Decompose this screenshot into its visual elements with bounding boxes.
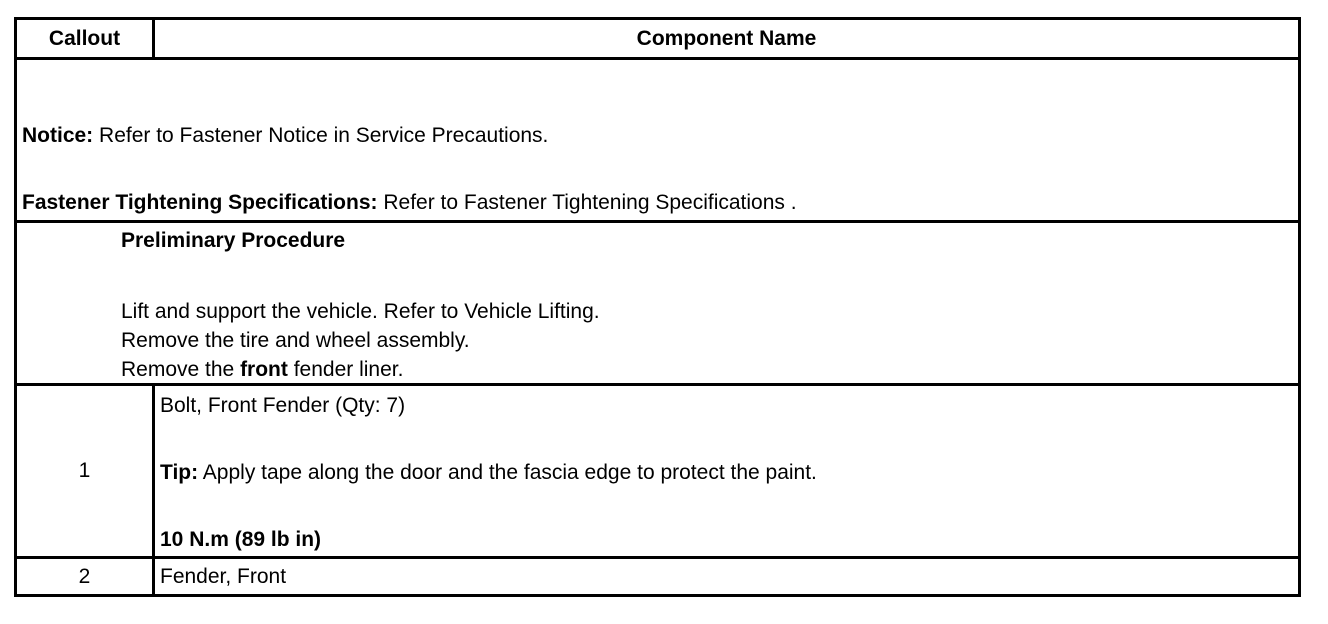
preliminary-title: Preliminary Procedure [121,229,346,252]
component-table [14,17,1301,597]
preliminary-step: Lift and support the vehicle. Refer to Vehicle Lifting. [121,300,600,323]
table-header-row [16,19,1300,59]
notice-text: Refer to Fastener Notice in Service Precautions. [93,124,549,147]
tip-line [160,461,817,485]
callout-number: 2 [16,558,154,596]
component-name: Fender, Front [160,564,287,588]
notice-row [16,59,1300,222]
spec-text: Refer to Fastener Tightening Specifications . [377,191,797,214]
preliminary-steps [121,297,600,384]
tip-label: Tip: [160,461,199,484]
preliminary-cell [16,222,1300,385]
step3-bold: front [240,358,288,381]
notice-label: Notice: [22,124,94,147]
spec-line [22,191,797,215]
spec-label: Fastener Tightening Specifications: [22,191,378,214]
tip-text: Apply tape along the door and the fascia edge to protect the paint. [198,461,817,484]
step3-pre: Remove the [121,358,241,381]
torque-spec: 10 N.m (89 lb in) [160,528,322,551]
component-name: Bolt, Front Fender (Qty: 7) [160,394,406,417]
notice-line [22,124,548,148]
header-component-name: Component Name [154,19,1300,59]
table-row [16,558,1300,596]
component-cell [154,558,1300,596]
preliminary-row [16,222,1300,385]
callout-number: 1 [16,385,154,558]
notice-cell [16,59,1300,222]
component-cell [154,385,1300,558]
preliminary-step [121,355,600,384]
header-callout: Callout [16,19,154,59]
preliminary-step: Remove the tire and wheel assembly. [121,329,470,352]
step3-post: fender liner. [287,358,404,381]
table-row [16,385,1300,558]
